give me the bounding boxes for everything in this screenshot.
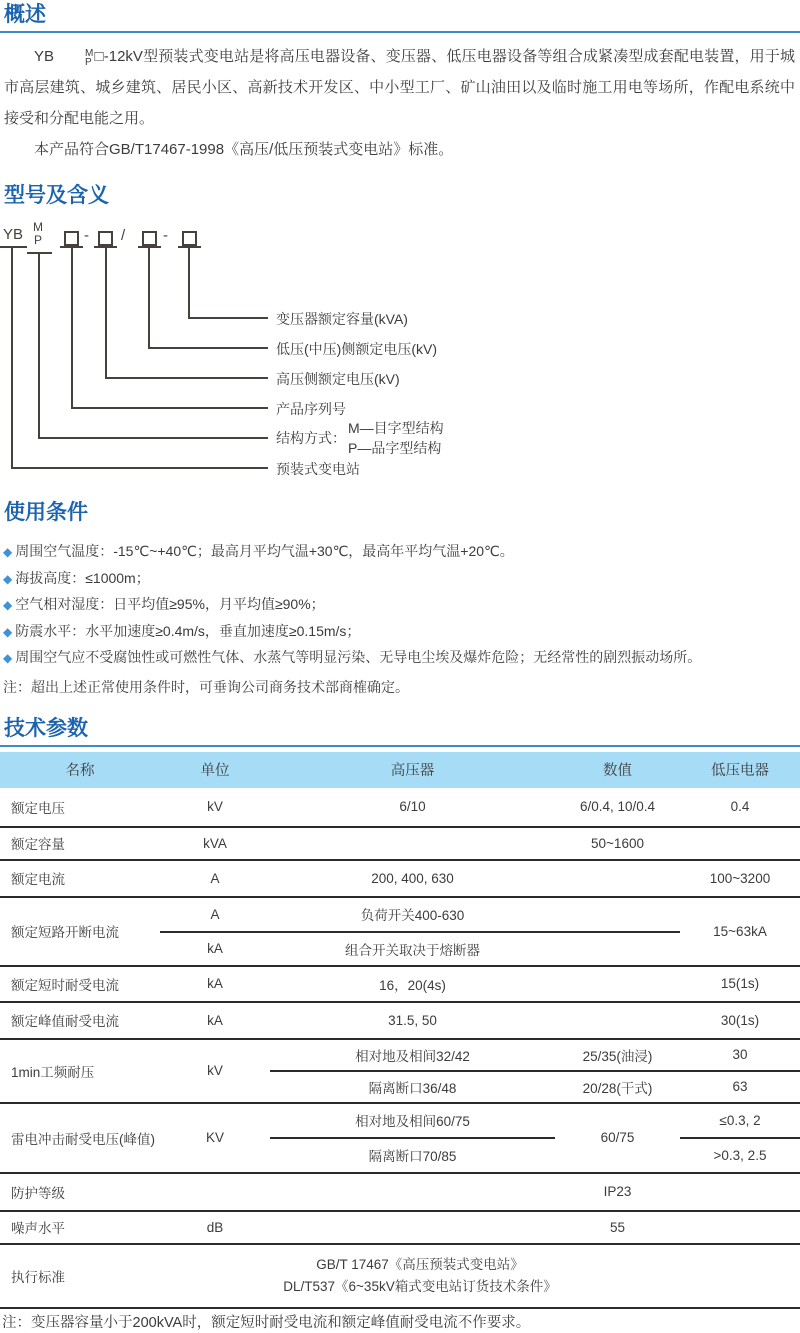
condition-item	[3, 645, 795, 672]
cell-hv	[270, 1211, 555, 1244]
header-name: 名称	[0, 752, 160, 788]
leader-h-lv	[148, 347, 268, 349]
leader-h-capacity	[188, 317, 268, 319]
cell-hv: 隔离断口36/48	[270, 1071, 555, 1103]
cell-name: 额定容量	[0, 827, 160, 860]
diamond-bullet-icon: ◆	[3, 571, 13, 586]
model-mp-stack-inline	[55, 49, 93, 67]
cell-value	[555, 932, 680, 966]
cell-lv: ≤0.3, 2	[680, 1103, 800, 1138]
cell-hv: 6/10	[399, 799, 426, 814]
code-prefix: YB	[3, 226, 24, 243]
header-value: 数值	[555, 752, 680, 788]
code-box-4	[182, 231, 197, 246]
cell-hv	[270, 1173, 555, 1211]
code-stack-p: P	[34, 233, 43, 247]
condition-text: 周围空气温度：-15℃~+40℃；最高月平均气温+30℃，最高年平均气温+20℃。	[15, 543, 514, 559]
condition-item	[3, 539, 795, 566]
leader-v-structure	[38, 254, 40, 439]
cell-hv: 隔离断口70/85	[270, 1138, 555, 1173]
leader-h-station	[11, 467, 268, 469]
model-designation-diagram	[0, 222, 800, 484]
cell-name: 1min工频耐压	[0, 1039, 160, 1103]
header-hv: 高压器	[270, 752, 555, 788]
cell-name: 额定电压	[11, 800, 65, 816]
cell-unit: kV	[160, 1039, 270, 1103]
cell-unit: A	[160, 860, 270, 897]
model-prefix-inline: YB	[34, 48, 55, 65]
leader-v-capacity	[188, 248, 190, 319]
cell-value	[555, 966, 680, 1002]
diamond-bullet-icon: ◆	[3, 598, 13, 612]
cell-lv: 30	[680, 1039, 800, 1071]
label-structure	[276, 418, 444, 458]
cell-unit: KV	[160, 1103, 270, 1173]
cell-unit: kA	[160, 966, 270, 1002]
cell-lv: 63	[680, 1071, 800, 1103]
cell-unit	[160, 1173, 270, 1211]
cell-lv	[680, 1244, 800, 1308]
leader-h-serial	[71, 407, 268, 409]
condition-text: 海拔高度：≤1000m；	[15, 569, 150, 586]
label-structure-m: M—目字型结构	[348, 420, 444, 436]
cell-unit: A	[160, 897, 270, 932]
table-row	[0, 827, 800, 860]
overview-paragraph-2: 本产品符合GB/T17467-1998《高压/低压预装式变电站》标准。	[34, 141, 454, 158]
overview-paragraph-1	[4, 41, 795, 134]
parameters-note: 注：变压器容量小于200kVA时，额定短时耐受电流和额定峰值耐受电流不作要求。	[2, 1314, 531, 1331]
cell-name: 额定峰值耐受电流	[0, 1002, 160, 1039]
cell-name: 额定电流	[0, 860, 160, 897]
cell-hv: 负荷开关400-630	[270, 897, 555, 932]
parameters-table	[0, 752, 800, 1309]
cell-name: 额定短时耐受电流	[0, 966, 160, 1002]
header-unit: 单位	[160, 752, 270, 788]
leader-v-station	[11, 248, 13, 469]
cell-value: 60/75	[555, 1103, 680, 1173]
cell-hv: 31.5, 50	[270, 1002, 555, 1039]
table-row	[0, 1244, 800, 1308]
parameters-title: 技术参数	[4, 716, 88, 740]
condition-item	[3, 566, 795, 593]
condition-text: 防震水平：水平加速度≥0.4m/s，垂直加速度≥0.15m/s；	[15, 622, 361, 639]
cell-hv: 相对地及相间32/42	[270, 1039, 555, 1071]
cell-unit: kA	[160, 1002, 270, 1039]
cell-name: 额定短路开断电流	[0, 897, 160, 966]
overview-title: 概述	[4, 3, 46, 26]
leader-v-hv	[105, 248, 107, 379]
code-box-3	[142, 231, 157, 246]
cell-value: 55	[555, 1211, 680, 1244]
cell-value: 50~1600	[555, 827, 680, 860]
overview-body	[0, 33, 800, 165]
stack-top: M	[85, 48, 94, 59]
cell-unit: kA	[160, 932, 270, 966]
cell-value: 6/0.4, 10/0.4	[579, 799, 656, 814]
cell-lv: 15(1s)	[680, 966, 800, 1002]
cell-unit: dB	[160, 1211, 270, 1244]
standard-line-1: GB/T 17467《高压预装式变电站》	[316, 1256, 524, 1272]
label-structure-caption: 结构方式：	[276, 430, 346, 446]
diamond-bullet-icon: ◆	[3, 651, 13, 665]
cell-value: IP23	[555, 1173, 680, 1211]
label-serial: 产品序列号	[276, 401, 346, 417]
underline-prefix	[0, 246, 27, 248]
label-structure-p: P—品字型结构	[348, 440, 442, 456]
cell-unit: kVA	[160, 827, 270, 860]
code-box-2	[98, 231, 113, 246]
table-row	[0, 1173, 800, 1211]
table-row	[0, 788, 800, 827]
condition-item	[3, 592, 795, 619]
cell-lv: 100~3200	[680, 860, 800, 897]
table-row	[0, 1039, 800, 1071]
standard-line-2: DL/T537《6~35kV箱式变电站订货技术条件》	[283, 1278, 557, 1294]
code-slash: /	[121, 227, 126, 244]
table-header-row	[0, 752, 800, 788]
cell-hv: 组合开关取决于熔断器	[270, 932, 555, 966]
cell-hv: 16，20(4s)	[270, 966, 555, 1002]
table-row	[0, 966, 800, 1002]
condition-item	[3, 619, 795, 646]
label-station: 预装式变电站	[276, 461, 360, 477]
conditions-title: 使用条件	[4, 501, 88, 524]
cell-value	[555, 860, 680, 897]
label-structure-options	[348, 418, 444, 458]
stack-bottom: P	[85, 57, 92, 68]
cell-value	[555, 897, 680, 932]
cell-standard	[160, 1244, 680, 1308]
parameters-section	[0, 714, 800, 1333]
table-row	[0, 860, 800, 897]
diamond-bullet-icon: ◆	[3, 624, 13, 639]
table-row	[0, 897, 800, 932]
leader-v-serial	[71, 248, 73, 409]
cell-lv: 30(1s)	[680, 1002, 800, 1039]
table-row	[0, 1211, 800, 1244]
diamond-bullet-icon: ◆	[3, 545, 13, 559]
cell-hv	[270, 827, 555, 860]
cell-value: 20/28(干式)	[555, 1071, 680, 1103]
cell-hv: 200, 400, 630	[270, 860, 555, 897]
label-lv-voltage: 低压(中压)侧额定电压(kV)	[276, 341, 437, 357]
table-row	[0, 1103, 800, 1138]
cell-lv: 0.4	[730, 799, 750, 814]
model-title: 型号及含义	[4, 184, 109, 207]
cell-lv	[680, 1211, 800, 1244]
cell-unit: kV	[207, 799, 223, 814]
code-stack-m: M	[33, 220, 43, 234]
cell-name: 噪声水平	[0, 1211, 160, 1244]
cell-value: 25/35(油浸)	[555, 1039, 680, 1071]
conditions-section	[0, 498, 800, 700]
overview-paragraph-1-text: □-12kV型预装式变电站是将高压电器设备、变压器、低压电器设备等组合成紧凑型成套配电装置，用于城市高层建筑、城乡建筑、居民小区、高新技术开发区、中小型工厂、矿山油田以及临时施工用电等场所，作配电系统中接受和分配电能之用。	[4, 48, 795, 127]
cell-value	[555, 1002, 680, 1039]
leader-h-hv	[105, 377, 268, 379]
cell-name: 雷电冲击耐受电压(峰值)	[0, 1103, 160, 1173]
cell-lv	[680, 827, 800, 860]
header-lv: 低压电器	[680, 752, 800, 788]
cell-name: 防护等级	[0, 1173, 160, 1211]
label-hv-voltage: 高压侧额定电压(kV)	[276, 371, 400, 387]
cell-name: 执行标准	[0, 1244, 160, 1308]
code-dash-1: -	[84, 227, 89, 244]
table-row	[0, 1002, 800, 1039]
code-box-1	[64, 231, 79, 246]
conditions-note: 注：超出上述正常使用条件时，可垂询公司商务技术部商榷确定。	[3, 678, 409, 695]
leader-h-structure	[38, 437, 268, 439]
cell-lv: >0.3, 2.5	[680, 1138, 800, 1173]
model-section	[0, 181, 800, 484]
cell-lv	[680, 1173, 800, 1211]
code-dash-2: -	[163, 227, 168, 244]
cell-hv: 相对地及相间60/75	[270, 1103, 555, 1138]
cell-lv: 15~63kA	[680, 897, 800, 966]
label-capacity: 变压器额定容量(kVA)	[276, 311, 408, 327]
parameters-title-rule	[0, 745, 800, 747]
conditions-body	[0, 529, 800, 700]
condition-text: 周围空气应不受腐蚀性或可燃性气体、水蒸气等明显污染、无导电尘埃及爆炸危险；无经常性的剧烈振动场所。	[15, 649, 702, 665]
leader-v-lv	[148, 248, 150, 349]
overview-section	[0, 0, 800, 165]
condition-text: 空气相对湿度：日平均值≥95%，月平均值≥90%；	[15, 596, 325, 612]
